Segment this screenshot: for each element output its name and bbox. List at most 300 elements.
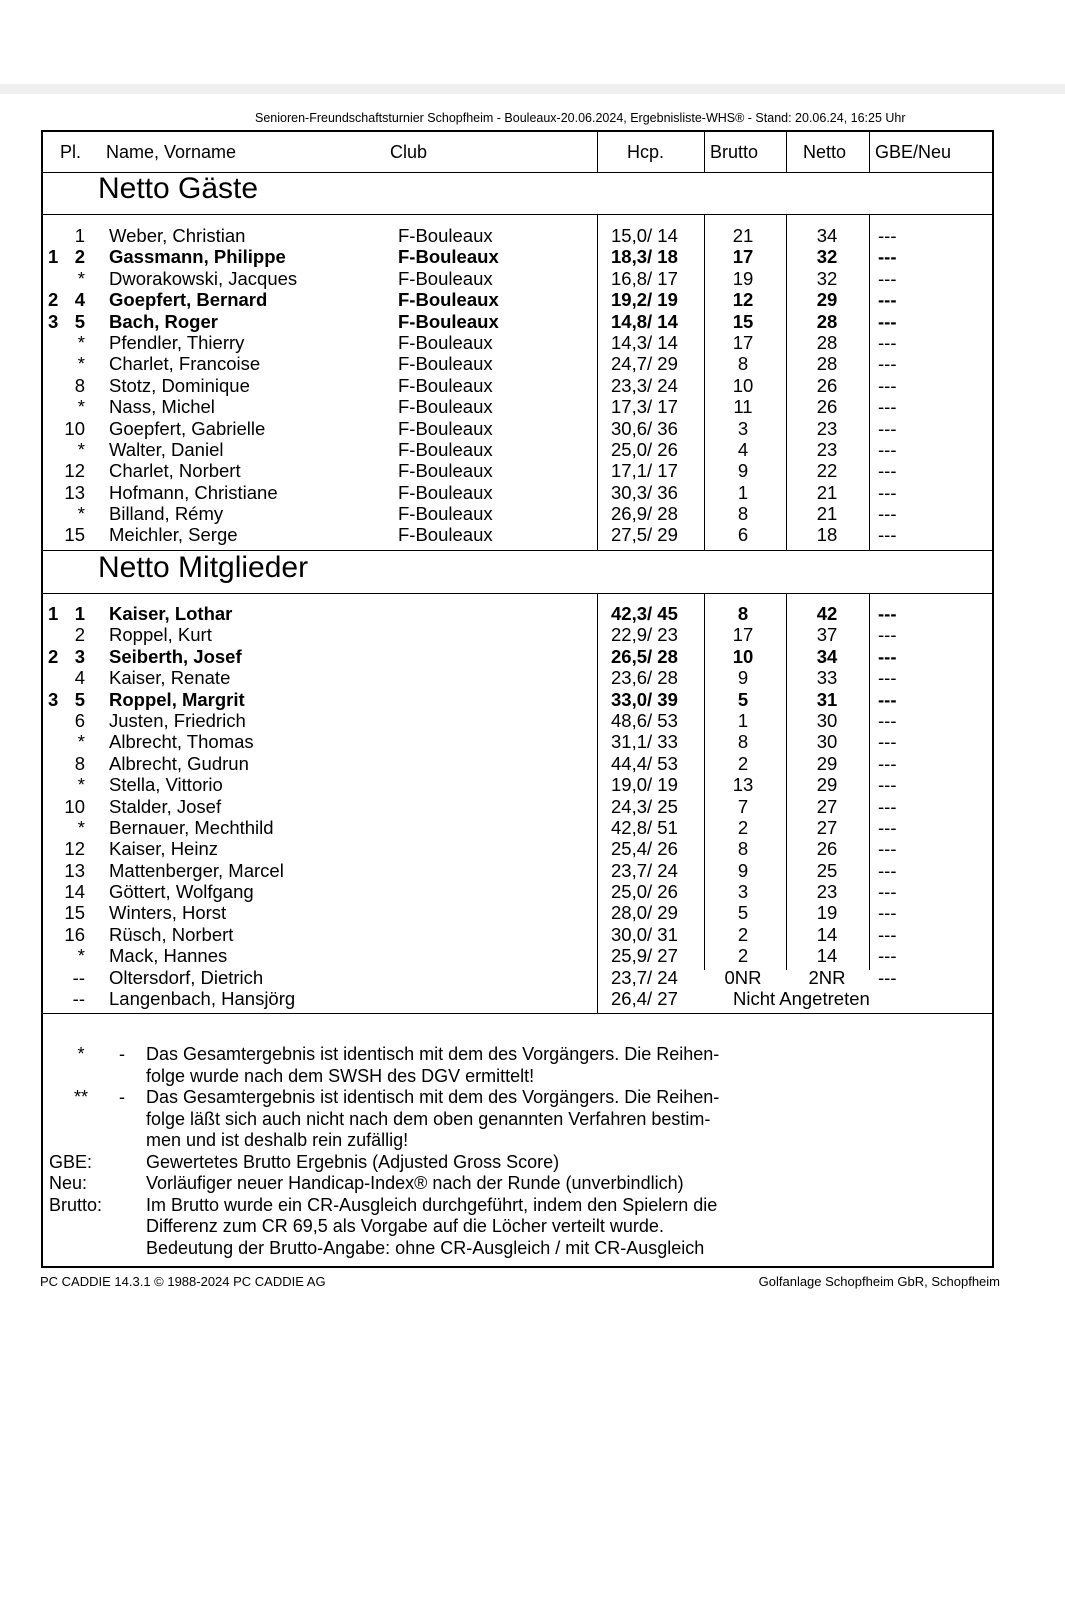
handicap-cell: 17,3/ 17: [611, 396, 678, 418]
handicap-cell: 30,6/ 36: [611, 417, 678, 439]
top-bar: [0, 84, 1065, 94]
col-divider-brutto: [704, 132, 705, 172]
handicap-cell: 23,7/ 24: [611, 859, 678, 881]
table-row: [43, 624, 992, 645]
document-header: Senioren-Freundschaftsturnier Schopfheim - Bouleaux-20.06.2024, Ergebnisliste-WHS® - Stand: 20.06.24, 16:25 Uhr: [255, 111, 906, 125]
table-row: [43, 332, 992, 353]
place-cell: 3: [74, 645, 85, 667]
gbe-cell: ---: [878, 460, 897, 482]
club-cell: F-Bouleaux: [398, 246, 499, 268]
gbe-cell: ---: [878, 374, 897, 396]
handicap-cell: 15,0/ 14: [611, 225, 678, 246]
place-cell: 6: [74, 709, 85, 731]
handicap-cell: 42,8/ 51: [611, 816, 678, 838]
club-cell: F-Bouleaux: [398, 396, 493, 418]
netto-cell: 22: [816, 460, 838, 482]
gbe-cell: ---: [878, 396, 897, 418]
table-row: [43, 988, 992, 1009]
club-cell: F-Bouleaux: [398, 310, 499, 332]
legend-text: Bedeutung der Brutto-Angabe: ohne CR-Ausgleich / mit CR-Ausgleich: [146, 1237, 705, 1258]
gbe-cell: ---: [878, 524, 897, 546]
place-cell: 15: [64, 902, 85, 924]
handicap-cell: 48,6/ 53: [611, 709, 678, 731]
player-name: Roppel, Margrit: [109, 688, 245, 710]
brutto-cell: 17: [732, 331, 754, 353]
table-row: [43, 503, 992, 524]
handicap-cell: 24,3/ 25: [611, 795, 678, 817]
netto-cell: 34: [816, 645, 838, 667]
place-cell: *: [77, 438, 85, 460]
col-header-club: Club: [390, 142, 428, 162]
player-name: Oltersdorf, Dietrich: [109, 966, 264, 988]
col-header-name: Name, Vorname: [106, 142, 237, 162]
legend-key: *: [77, 1044, 85, 1064]
place-cell: *: [77, 503, 85, 525]
rank-cell: 2: [48, 289, 59, 311]
legend-line: [43, 1238, 992, 1260]
table-row: [43, 375, 992, 396]
place-cell: *: [77, 945, 85, 967]
handicap-cell: 18,3/ 18: [611, 246, 678, 268]
gbe-cell: ---: [878, 838, 897, 860]
place-cell: 14: [64, 881, 85, 903]
legend-line: [43, 1087, 992, 1109]
col-header-brutto: Brutto: [710, 142, 759, 162]
brutto-cell: 3: [737, 417, 749, 439]
gbe-cell: ---: [878, 481, 897, 503]
gbe-cell: ---: [878, 225, 897, 246]
table-row: [43, 945, 992, 966]
player-name: Nass, Michel: [109, 396, 215, 418]
club-cell: F-Bouleaux: [398, 374, 493, 396]
table-row: [43, 710, 992, 731]
gbe-cell: ---: [878, 966, 897, 988]
netto-cell: 30: [816, 731, 838, 753]
player-name: Gassmann, Philippe: [109, 246, 286, 268]
gbe-cell: ---: [878, 923, 897, 945]
player-name: Hofmann, Christiane: [109, 481, 278, 503]
brutto-cell: 9: [737, 460, 749, 482]
handicap-cell: 31,1/ 33: [611, 731, 678, 753]
table-row: [43, 902, 992, 923]
legend-text: Das Gesamtergebnis ist identisch mit dem des Vorgängers. Die Reihen-: [146, 1087, 720, 1107]
handicap-cell: 25,4/ 26: [611, 838, 678, 860]
handicap-cell: 16,8/ 17: [611, 267, 678, 289]
gbe-cell: ---: [878, 731, 897, 753]
netto-cell: 26: [816, 396, 838, 418]
gbe-cell: ---: [878, 310, 897, 332]
netto-cell: 32: [816, 246, 838, 268]
handicap-cell: 14,3/ 14: [611, 331, 678, 353]
place-cell: 13: [64, 481, 85, 503]
gbe-cell: ---: [878, 752, 897, 774]
netto-cell: 32: [816, 267, 838, 289]
footer-software: PC CADDIE 14.3.1 © 1988-2024 PC CADDIE AG: [40, 1274, 326, 1289]
brutto-cell: 11: [733, 396, 753, 418]
brutto-cell: 9: [737, 667, 749, 689]
netto-cell: 28: [816, 331, 838, 353]
legend: [43, 1044, 992, 1259]
player-name: Stella, Vittorio: [109, 774, 223, 796]
handicap-cell: 25,0/ 26: [611, 881, 678, 903]
gbe-cell: ---: [878, 774, 897, 796]
col-header-gbe: GBE/Neu: [875, 142, 952, 162]
handicap-cell: 30,3/ 36: [611, 481, 678, 503]
brutto-cell: 15: [732, 310, 754, 332]
brutto-cell: 6: [737, 524, 749, 546]
rank-cell: 1: [48, 603, 59, 624]
handicap-cell: 19,2/ 19: [611, 289, 678, 311]
netto-cell: 14: [816, 923, 838, 945]
table-row: [43, 753, 992, 774]
brutto-cell: 17: [732, 246, 754, 268]
legend-line: [43, 1152, 992, 1174]
brutto-cell: 2: [737, 752, 749, 774]
netto-cell: 21: [816, 503, 838, 525]
table-row: [43, 439, 992, 460]
brutto-cell: 8: [737, 603, 749, 624]
rank-cell: 1: [48, 246, 59, 268]
legend-key: GBE:: [49, 1151, 93, 1172]
place-cell: --: [72, 988, 85, 1010]
handicap-cell: 26,9/ 28: [611, 503, 678, 525]
status-note: Nicht Angetreten: [733, 988, 870, 1010]
place-cell: 16: [64, 923, 85, 945]
table-row: [43, 646, 992, 667]
club-cell: F-Bouleaux: [398, 460, 493, 482]
section-title-members: Netto Mitglieder: [98, 551, 309, 584]
brutto-cell: 8: [737, 838, 749, 860]
netto-cell: 27: [816, 795, 838, 817]
table-row: [43, 482, 992, 503]
brutto-cell: 17: [732, 624, 754, 646]
club-cell: F-Bouleaux: [398, 481, 493, 503]
legend-line: [43, 1173, 992, 1195]
netto-cell: 26: [816, 838, 838, 860]
legend-text: Im Brutto wurde ein CR-Ausgleich durchgeführt, indem den Spielern die: [146, 1194, 718, 1215]
handicap-cell: 33,0/ 39: [611, 688, 678, 710]
place-cell: 2: [74, 246, 85, 268]
legend-key: **: [73, 1087, 88, 1107]
club-cell: F-Bouleaux: [398, 353, 493, 375]
brutto-cell: 8: [737, 731, 749, 753]
place-cell: 8: [74, 752, 85, 774]
brutto-cell: 19: [732, 267, 754, 289]
footer-club: Golfanlage Schopfheim GbR, Schopfheim: [758, 1274, 1000, 1289]
rank-cell: 2: [48, 645, 59, 667]
brutto-cell: 8: [737, 503, 749, 525]
legend-line: [43, 1216, 992, 1238]
table-row: [43, 967, 992, 988]
gbe-cell: ---: [878, 945, 897, 967]
legend-line: [43, 1195, 992, 1217]
legend-key: Neu:: [49, 1173, 88, 1193]
legend-rule: [43, 1013, 992, 1014]
player-name: Charlet, Norbert: [109, 460, 241, 482]
brutto-cell: 2: [737, 816, 749, 838]
brutto-cell: 12: [732, 289, 754, 311]
table-row: [43, 774, 992, 795]
player-name: Meichler, Serge: [109, 524, 238, 546]
netto-cell: 28: [816, 310, 838, 332]
table-row: [43, 418, 992, 439]
brutto-cell: 21: [732, 225, 754, 246]
legend-text: Vorläufiger neuer Handicap-Index® nach der Runde (unverbindlich): [146, 1173, 684, 1193]
gbe-cell: ---: [878, 438, 897, 460]
player-name: Walter, Daniel: [109, 438, 224, 460]
place-cell: --: [72, 966, 85, 988]
rank-cell: 3: [48, 310, 59, 332]
netto-cell: 29: [816, 289, 838, 311]
netto-cell: 30: [816, 709, 838, 731]
table-row: [43, 796, 992, 817]
gbe-cell: ---: [878, 624, 897, 646]
gbe-cell: ---: [878, 688, 897, 710]
place-cell: 5: [74, 310, 85, 332]
legend-text: Differenz zum CR 69,5 als Vorgabe auf die Löcher verteilt wurde.: [146, 1216, 664, 1236]
brutto-cell: 0NR: [724, 966, 762, 988]
table-row: [43, 603, 992, 624]
player-name: Dworakowski, Jacques: [109, 267, 298, 289]
netto-cell: 33: [816, 667, 838, 689]
netto-cell: 2NR: [808, 966, 846, 988]
netto-cell: 23: [816, 438, 838, 460]
brutto-cell: 1: [737, 481, 749, 503]
handicap-cell: 42,3/ 45: [611, 603, 678, 624]
netto-cell: 31: [816, 688, 838, 710]
place-cell: 2: [74, 624, 85, 646]
gbe-cell: ---: [878, 902, 897, 924]
place-cell: *: [77, 353, 85, 375]
place-cell: 15: [64, 524, 85, 546]
handicap-cell: 23,7/ 24: [611, 966, 678, 988]
gbe-cell: ---: [878, 603, 897, 624]
legend-text: folge läßt sich auch nicht nach dem oben genannten Verfahren bestim-: [146, 1108, 711, 1129]
legend-line: [43, 1109, 992, 1131]
table-row: [43, 881, 992, 902]
player-name: Justen, Friedrich: [109, 709, 246, 731]
player-name: Billand, Rémy: [109, 503, 224, 525]
col-header-pl: Pl.: [60, 142, 82, 162]
netto-cell: 28: [816, 353, 838, 375]
brutto-cell: 10: [732, 645, 754, 667]
player-name: Roppel, Kurt: [109, 624, 212, 646]
gbe-cell: ---: [878, 503, 897, 525]
handicap-cell: 25,0/ 26: [611, 438, 678, 460]
player-name: Seiberth, Josef: [109, 645, 242, 667]
handicap-cell: 28,0/ 29: [611, 902, 678, 924]
handicap-cell: 26,4/ 27: [611, 988, 678, 1010]
place-cell: *: [77, 816, 85, 838]
legend-dash: -: [119, 1044, 125, 1064]
col-divider-gbe: [869, 132, 870, 172]
gbe-cell: ---: [878, 267, 897, 289]
brutto-cell: 7: [737, 795, 749, 817]
handicap-cell: 25,9/ 27: [611, 945, 678, 967]
player-name: Mattenberger, Marcel: [109, 859, 284, 881]
club-cell: F-Bouleaux: [398, 524, 493, 546]
col-divider-hcp: [597, 132, 598, 172]
guests-rows: [43, 225, 992, 546]
table-row: [43, 225, 992, 246]
brutto-cell: 4: [737, 438, 749, 460]
brutto-cell: 1: [737, 709, 749, 731]
player-name: Winters, Horst: [109, 902, 227, 924]
table-row: [43, 731, 992, 752]
gbe-cell: ---: [878, 881, 897, 903]
player-name: Stalder, Josef: [109, 795, 222, 817]
netto-cell: 27: [816, 816, 838, 838]
player-name: Albrecht, Gudrun: [109, 752, 249, 774]
brutto-cell: 2: [737, 923, 749, 945]
club-cell: F-Bouleaux: [398, 225, 493, 246]
place-cell: *: [77, 331, 85, 353]
table-row: [43, 353, 992, 374]
player-name: Rüsch, Norbert: [109, 923, 234, 945]
col-header-hcp: Hcp.: [627, 142, 665, 162]
brutto-cell: 3: [737, 881, 749, 903]
place-cell: 4: [74, 289, 85, 311]
table-row: [43, 246, 992, 267]
table-row: [43, 396, 992, 417]
section1-rule: [43, 214, 992, 215]
player-name: Mack, Hannes: [109, 945, 228, 967]
rank-cell: 3: [48, 688, 59, 710]
handicap-cell: 23,6/ 28: [611, 667, 678, 689]
legend-text: men und ist deshalb rein zufällig!: [146, 1130, 409, 1150]
legend-key: Brutto:: [49, 1194, 103, 1215]
club-cell: F-Bouleaux: [398, 289, 499, 311]
gbe-cell: ---: [878, 289, 897, 311]
gbe-cell: ---: [878, 709, 897, 731]
legend-text: Gewertetes Brutto Ergebnis (Adjusted Gross Score): [146, 1151, 560, 1172]
table-row: [43, 689, 992, 710]
section-title-guests: Netto Gäste: [98, 172, 259, 205]
gbe-cell: ---: [878, 417, 897, 439]
netto-cell: 29: [816, 752, 838, 774]
gbe-cell: ---: [878, 353, 897, 375]
col-header-netto: Netto: [803, 142, 847, 162]
netto-cell: 18: [816, 524, 838, 546]
netto-cell: 14: [816, 945, 838, 967]
gbe-cell: ---: [878, 795, 897, 817]
netto-cell: 34: [816, 225, 838, 246]
player-name: Göttert, Wolfgang: [109, 881, 254, 903]
legend-text: Das Gesamtergebnis ist identisch mit dem des Vorgängers. Die Reihen-: [146, 1044, 720, 1064]
handicap-cell: 30,0/ 31: [611, 923, 678, 945]
legend-dash: -: [119, 1087, 125, 1107]
place-cell: *: [77, 731, 85, 753]
place-cell: *: [77, 774, 85, 796]
player-name: Weber, Christian: [109, 225, 246, 246]
club-cell: F-Bouleaux: [398, 267, 493, 289]
legend-text: folge wurde nach dem SWSH des DGV ermittelt!: [146, 1065, 535, 1086]
table-row: [43, 268, 992, 289]
handicap-cell: 27,5/ 29: [611, 524, 678, 546]
table-row: [43, 311, 992, 332]
player-name: Bernauer, Mechthild: [109, 816, 274, 838]
place-cell: 12: [64, 460, 85, 482]
place-cell: 4: [74, 667, 85, 689]
place-cell: 8: [74, 374, 85, 396]
members-rows: [43, 603, 992, 1009]
gbe-cell: ---: [878, 816, 897, 838]
netto-cell: 21: [816, 481, 838, 503]
place-cell: 10: [64, 417, 85, 439]
legend-line: [43, 1044, 992, 1066]
brutto-cell: 8: [737, 353, 749, 375]
col-divider-netto: [786, 132, 787, 172]
table-row: [43, 924, 992, 945]
netto-cell: 19: [816, 902, 838, 924]
place-cell: 10: [64, 795, 85, 817]
table-row: [43, 817, 992, 838]
place-cell: *: [77, 396, 85, 418]
club-cell: F-Bouleaux: [398, 503, 493, 525]
place-cell: 1: [74, 603, 85, 624]
netto-cell: 37: [816, 624, 838, 646]
brutto-cell: 13: [732, 774, 754, 796]
player-name: Kaiser, Renate: [109, 667, 231, 689]
player-name: Bach, Roger: [109, 310, 218, 332]
gbe-cell: ---: [878, 667, 897, 689]
legend-line: [43, 1066, 992, 1088]
brutto-cell: 5: [737, 902, 749, 924]
gbe-cell: ---: [878, 645, 897, 667]
player-name: Goepfert, Bernard: [109, 289, 268, 311]
gbe-cell: ---: [878, 246, 897, 268]
brutto-cell: 2: [737, 945, 749, 967]
handicap-cell: 17,1/ 17: [611, 460, 678, 482]
brutto-cell: 10: [732, 374, 754, 396]
handicap-cell: 14,8/ 14: [611, 310, 678, 332]
handicap-cell: 24,7/ 29: [611, 353, 678, 375]
table-row: [43, 460, 992, 481]
table-row: [43, 289, 992, 310]
netto-cell: 23: [816, 417, 838, 439]
player-name: Albrecht, Thomas: [109, 731, 254, 753]
brutto-cell: 5: [737, 688, 749, 710]
results-table: [41, 130, 994, 1268]
player-name: Charlet, Francoise: [109, 353, 261, 375]
table-row: [43, 860, 992, 881]
place-cell: *: [77, 267, 85, 289]
gbe-cell: ---: [878, 859, 897, 881]
handicap-cell: 44,4/ 53: [611, 752, 678, 774]
place-cell: 13: [64, 859, 85, 881]
player-name: Pfendler, Thierry: [109, 331, 245, 353]
table-row: [43, 667, 992, 688]
netto-cell: 23: [816, 881, 838, 903]
club-cell: F-Bouleaux: [398, 438, 493, 460]
netto-cell: 25: [816, 859, 838, 881]
place-cell: 1: [74, 225, 85, 246]
player-name: Kaiser, Heinz: [109, 838, 218, 860]
section2-rule: [43, 593, 992, 594]
place-cell: 12: [64, 838, 85, 860]
brutto-cell: 9: [737, 859, 749, 881]
player-name: Langenbach, Hansjörg: [109, 988, 296, 1010]
table-row: [43, 838, 992, 859]
player-name: Kaiser, Lothar: [109, 603, 233, 624]
club-cell: F-Bouleaux: [398, 417, 493, 439]
netto-cell: 29: [816, 774, 838, 796]
netto-cell: 42: [816, 603, 838, 624]
place-cell: 5: [74, 688, 85, 710]
handicap-cell: 26,5/ 28: [611, 645, 678, 667]
club-cell: F-Bouleaux: [398, 331, 493, 353]
player-name: Goepfert, Gabrielle: [109, 417, 266, 439]
